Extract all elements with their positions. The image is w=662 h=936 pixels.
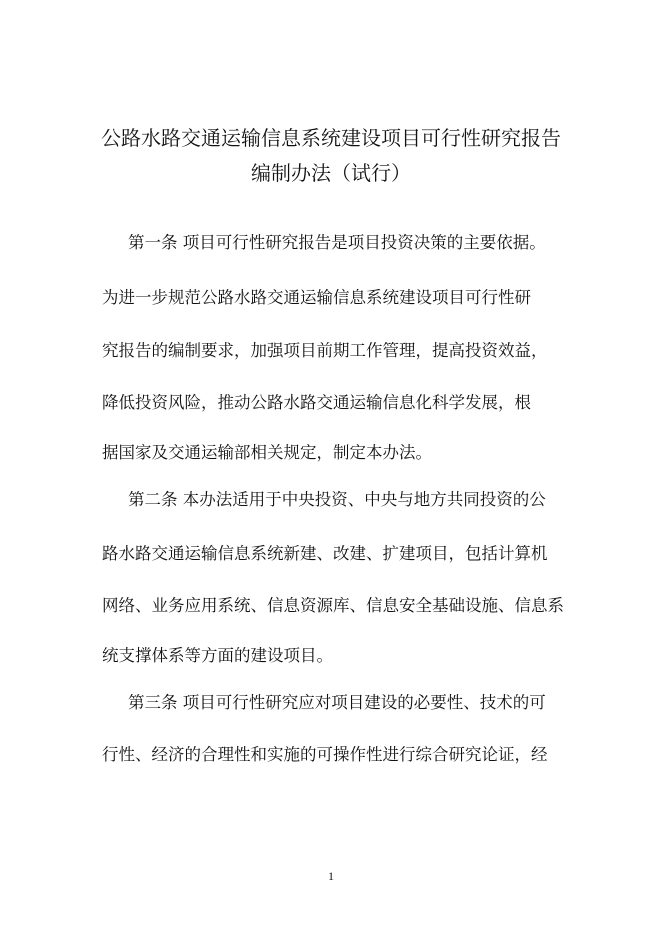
article-2-line-3: 网络、业务应用系统、信息资源库、信息安全基础设施、信息系 xyxy=(102,596,564,615)
article-3-line-2: 行性、经济的合理性和实施的可操作性进行综合研究论证，经 xyxy=(102,745,548,764)
page-number: 1 xyxy=(328,869,334,883)
article-1-line-3: 究报告的编制要求，加强项目前期工作管理，提高投资效益， xyxy=(102,341,548,360)
article-2-line-2: 路水路交通运输信息系统新建、改建、扩建项目，包括计算机 xyxy=(102,544,548,563)
article-1-line-5: 据国家及交通运输部相关规定，制定本办法。 xyxy=(102,443,432,462)
article-3-line-1: 第三条 项目可行性研究应对项目建设的必要性、技术的可 xyxy=(128,693,546,712)
article-1-line-4: 降低投资风险，推动公路水路交通运输信息化科学发展，根 xyxy=(102,393,531,412)
article-1-line-2: 为进一步规范公路水路交通运输信息系统建设项目可行性研 xyxy=(102,288,531,307)
article-2-line-1: 第二条 本办法适用于中央投资、中央与地方共同投资的公 xyxy=(128,490,546,509)
article-1-line-1: 第一条 项目可行性研究报告是项目投资决策的主要依据。 xyxy=(128,233,546,252)
document-title-line-2: 编制办法（试行） xyxy=(251,161,411,185)
document-title-line-1: 公路水路交通运输信息系统建设项目可行性研究报告 xyxy=(101,126,561,150)
article-2-line-4: 统支撑体系等方面的建设项目。 xyxy=(102,646,333,665)
